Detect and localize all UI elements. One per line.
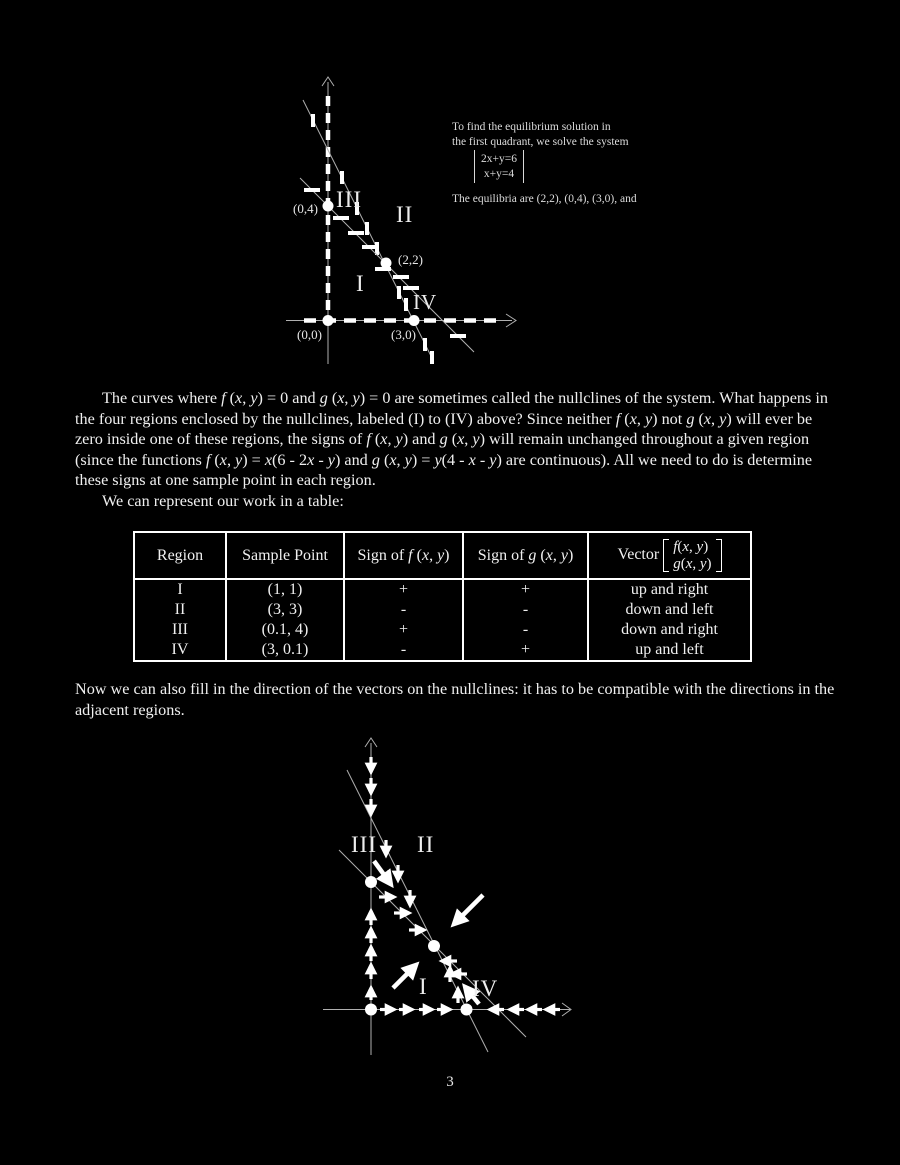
col-header-sign-f: Sign of f (x, y) — [344, 532, 463, 579]
cell-sign-g: + — [463, 579, 588, 600]
vector-entry-f: f(x, y) — [673, 539, 709, 555]
top-region-label-I: I — [356, 271, 365, 296]
col-header-sample-point: Sample Point — [226, 532, 344, 579]
bottom-region-label-II: II — [417, 832, 435, 857]
table-row — [134, 579, 751, 600]
point-label-0-0: (0,0) — [297, 327, 322, 342]
cell-vector: up and right — [588, 579, 751, 600]
cell-sample: (1, 1) — [226, 579, 344, 600]
dot-2-2 — [381, 258, 392, 269]
paragraph-table-intro: We can represent our work in a table: — [102, 491, 344, 510]
cell-sample: (3, 0.1) — [226, 640, 344, 661]
dot-0-4 — [323, 201, 334, 212]
cell-sign-f: + — [344, 579, 463, 600]
vector-label: Vector — [617, 546, 660, 564]
paragraph-nullclines: The curves where f (x, y) = 0 and g (x, y) = 0 are sometimes called the nullclines of the system. What happens in the four regions enclosed by the nullclines, labeled (I) to (IV) above? Since neither f (x, y) not g (x, y) will ever be zero inside one of these regions, the signs of f (x, y) and g (x, y) will remain unchanged throughout a given region (since the functions f (x, y) = x(6 - 2x - y) and g (x, y) = y(4 - x - y) are continuous). All we need to do is determine these signs at one sample point in each region. — [75, 389, 828, 489]
top-region-label-IV: IV — [413, 290, 438, 314]
equation-1: 2x+y=6 — [481, 153, 517, 165]
cell-sign-f: - — [344, 600, 463, 620]
dot-2-2 — [428, 940, 440, 952]
cell-region: I — [134, 579, 226, 600]
bottom-axes — [323, 738, 571, 1055]
bottom-flow-arrows — [371, 757, 560, 1010]
equation-system — [474, 150, 524, 183]
vector-entries — [673, 539, 711, 572]
cell-region: III — [134, 620, 226, 640]
equilibria-text: The equilibria are (2,2), (0,4), (3,0), and — [452, 193, 637, 205]
vector-entry-g: g(x, y) — [673, 555, 712, 572]
table-header-row — [134, 532, 751, 579]
left-bracket-icon — [663, 539, 669, 572]
point-label-3-0: (3,0) — [391, 327, 416, 342]
bottom-region-label-IV: IV — [472, 976, 499, 1001]
dot-origin — [323, 315, 334, 326]
bottom-phase-diagram — [323, 738, 571, 1055]
dot-3-0 — [461, 1004, 473, 1016]
cell-region: II — [134, 600, 226, 620]
cell-sign-g: - — [463, 600, 588, 620]
bottom-region-label-I: I — [419, 974, 428, 999]
dot-3-0 — [409, 315, 420, 326]
dot-0-4 — [365, 876, 377, 888]
point-label-0-4: (0,4) — [293, 201, 318, 216]
paragraph-directions: Now we can also fill in the direction of the vectors on the nullclines: it has to be compatible with the directions in the adjacent regions. — [75, 680, 835, 719]
dot-origin — [365, 1004, 377, 1016]
cell-sign-f: - — [344, 640, 463, 661]
table-row — [134, 640, 751, 661]
cell-sample: (0.1, 4) — [226, 620, 344, 640]
sign-table — [133, 531, 752, 662]
table-row — [134, 600, 751, 620]
cell-region: IV — [134, 640, 226, 661]
page-number: 3 — [446, 1074, 454, 1090]
col-header-sign-g: Sign of g (x, y) — [463, 532, 588, 579]
cell-sign-g: - — [463, 620, 588, 640]
equation-2: x+y=4 — [483, 167, 515, 180]
vector-bracket — [663, 539, 721, 572]
cell-vector: down and left — [588, 600, 751, 620]
table-row — [134, 620, 751, 640]
cell-sign-g: + — [463, 640, 588, 661]
cell-vector: up and left — [588, 640, 751, 661]
region-II-vector-arrow — [455, 895, 483, 923]
region-I-vector-arrow — [393, 966, 415, 988]
body-text — [75, 388, 837, 511]
top-region-label-III: III — [336, 187, 362, 212]
top-region-label-II: II — [396, 202, 414, 227]
col-header-vector — [588, 532, 751, 579]
cell-sign-f: + — [344, 620, 463, 640]
annotation-line-2: the first quadrant, we solve the system — [452, 136, 629, 148]
bottom-region-label-III: III — [351, 832, 377, 857]
col-header-region: Region — [134, 532, 226, 579]
cell-sample: (3, 3) — [226, 600, 344, 620]
point-label-2-2: (2,2) — [398, 252, 423, 267]
right-bracket-icon — [716, 539, 722, 572]
cell-vector: down and right — [588, 620, 751, 640]
annotation-line-1: To find the equilibrium solution in — [452, 121, 611, 133]
